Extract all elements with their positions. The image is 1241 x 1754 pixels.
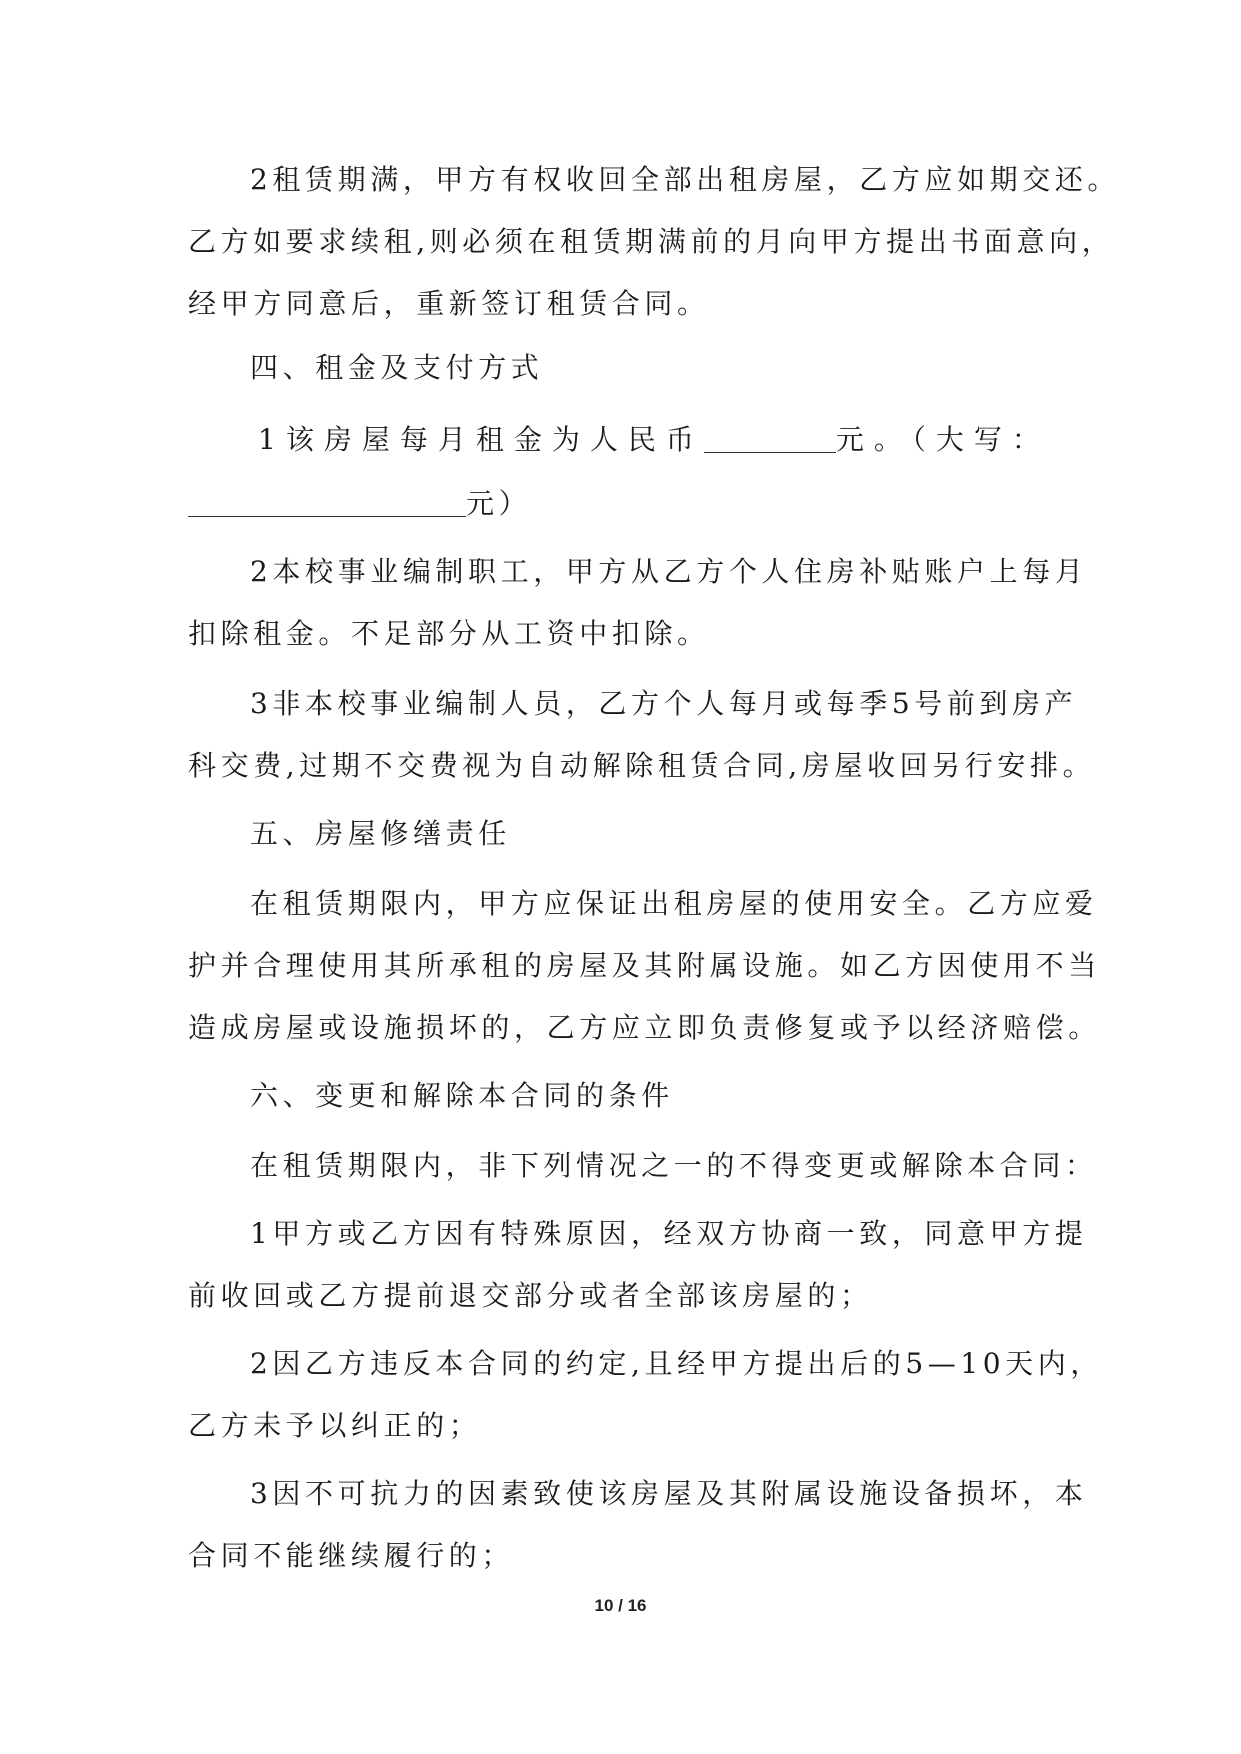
page-number: 10 / 16 bbox=[594, 1596, 647, 1615]
paragraph-line: 2租赁期满，甲方有权收回全部出租房屋，乙方应如期交还。 bbox=[250, 163, 1121, 196]
rent-uppercase-close: 元） bbox=[466, 487, 532, 520]
paragraph-line: 造成房屋或设施损坏的，乙方应立即负责修复或予以经济赔偿。 bbox=[188, 1011, 1101, 1044]
paragraph-line: 3非本校事业编制人员，乙方个人每月或每季5号前到房产 bbox=[250, 687, 1078, 720]
paragraph-line: 1甲方或乙方因有特殊原因，经双方协商一致，同意甲方提 bbox=[250, 1217, 1088, 1250]
rent-amount-blank bbox=[704, 422, 836, 453]
paragraph-line: 科交费,过期不交费视为自动解除租赁合同,房屋收回另行安排。 bbox=[188, 749, 1096, 782]
paragraph-line: 在租赁期限内，甲方应保证出租房屋的使用安全。乙方应爱 bbox=[250, 887, 1098, 920]
rent-uppercase-label: 元。（大写： bbox=[835, 423, 1050, 456]
paragraph-line: 3因不可抗力的因素致使该房屋及其附属设施设备损坏，本 bbox=[250, 1477, 1088, 1510]
rent-amount-text: 1该房屋每月租金为人民币 bbox=[258, 423, 704, 456]
paragraph-line: 乙方未予以纠正的； bbox=[188, 1409, 482, 1442]
paragraph-line: 2本校事业编制职工，甲方从乙方个人住房补贴账户上每月 bbox=[250, 555, 1088, 588]
paragraph-line: 合同不能继续履行的； bbox=[188, 1539, 515, 1572]
paragraph-line: 乙方如要求续租,则必须在租赁期满前的月向甲方提出书面意向， bbox=[188, 225, 1115, 258]
rent-uppercase-line bbox=[188, 484, 531, 524]
section-heading: 四、租金及支付方式 bbox=[250, 351, 544, 384]
paragraph-line: 经甲方同意后，重新签订租赁合同。 bbox=[188, 287, 710, 320]
section-heading: 六、变更和解除本合同的条件 bbox=[250, 1079, 674, 1112]
paragraph-line: 2因乙方违反本合同的约定,且经甲方提出后的5—10天内， bbox=[250, 1347, 1103, 1380]
paragraph-line: 扣除租金。不足部分从工资中扣除。 bbox=[188, 617, 710, 650]
rent-uppercase-blank bbox=[188, 486, 466, 517]
paragraph-line: 在租赁期限内，非下列情况之一的不得变更或解除本合同： bbox=[250, 1149, 1098, 1182]
rent-amount-line bbox=[258, 420, 1050, 460]
section-heading: 五、房屋修缮责任 bbox=[250, 817, 511, 850]
paragraph-line: 护并合理使用其所承租的房屋及其附属设施。如乙方因使用不当 bbox=[188, 949, 1101, 982]
paragraph-line: 前收回或乙方提前退交部分或者全部该房屋的； bbox=[188, 1279, 873, 1312]
